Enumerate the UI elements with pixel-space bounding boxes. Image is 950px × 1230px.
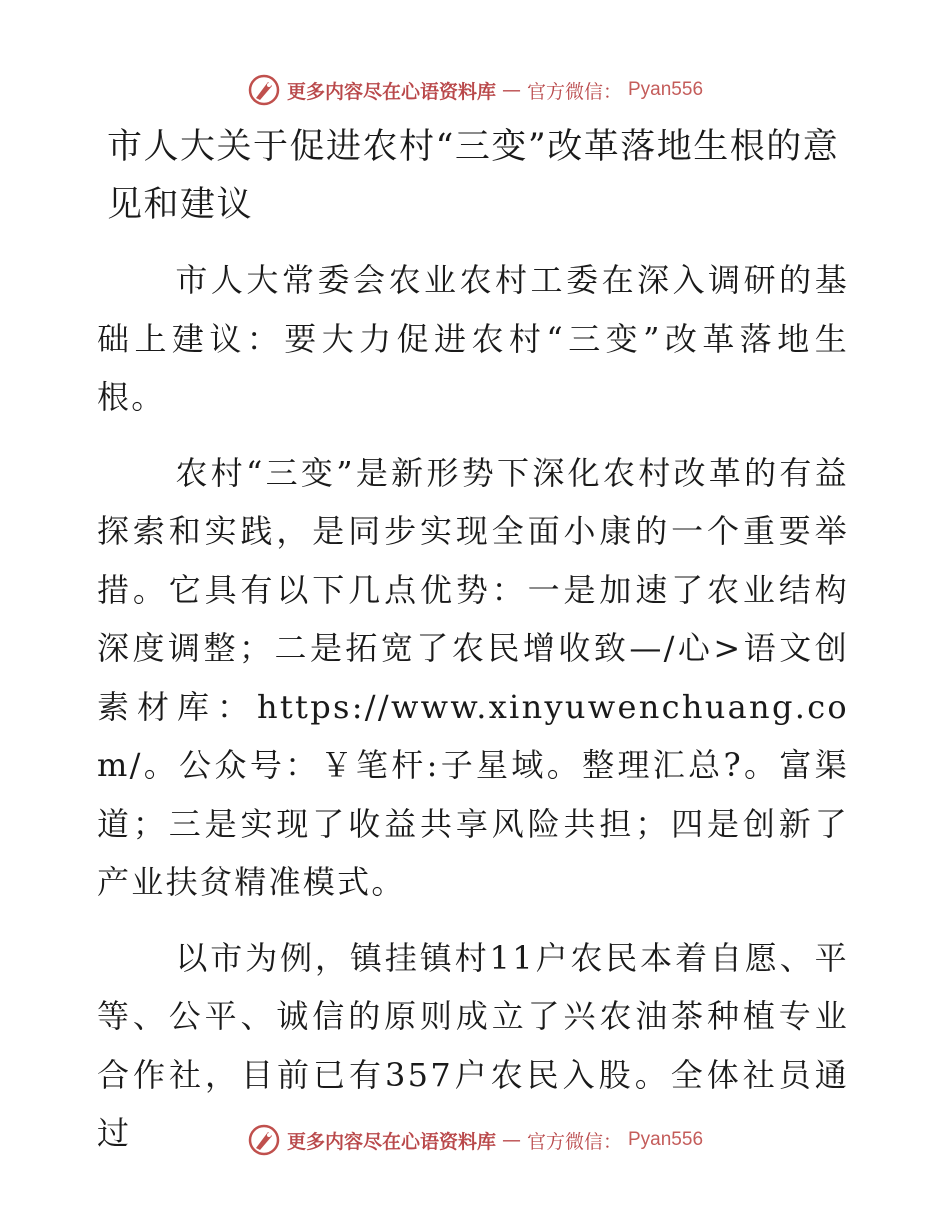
watermark-wechat-label: 官方微信： xyxy=(526,1130,622,1153)
pen-logo-icon xyxy=(247,73,281,107)
paragraph-2: 农村“三变”是新形势下深化农村改革的有益探索和实践，是同步实现全面小康的一个重要举措。它具有以下几点优势：一是加速了农业结构深度调整；二是拓宽了农民增收致—/心>语文创素材库：https://www.xinyuwenchuang.com/。公众号：￥笔杆:子星域。整理汇总?。富渠道；三是实现了收益共享风险共担；四是创新了产业扶贫精准模式。 xyxy=(97,453,849,901)
watermark-dash: — xyxy=(501,1129,521,1151)
paragraph-3: 以市为例，镇挂镇村11户农民本着自愿、平等、公平、诚信的原则成立了兴农油茶种植专业合作社，目前已有357户农民入股。全体社员通过 xyxy=(97,938,849,1152)
watermark-main-text: 更多内容尽在心语资料库 xyxy=(286,80,496,103)
header-watermark xyxy=(0,70,950,110)
watermark-main-text: 更多内容尽在心语资料库 xyxy=(286,1130,496,1153)
document-title: 市人大关于促进农村“三变”改革落地生根的意见和建议 xyxy=(107,127,840,225)
watermark-dash: — xyxy=(501,79,521,101)
paragraph-1: 市人大常委会农业农村工委在深入调研的基础上建议：要大力促进农村“三变”改革落地生根。 xyxy=(97,261,849,416)
watermark-wechat-id: Pyan556 xyxy=(628,1129,704,1150)
document-body xyxy=(97,118,849,1180)
watermark-wechat-id: Pyan556 xyxy=(628,79,704,100)
footer-watermark xyxy=(0,1120,950,1160)
pen-logo-icon xyxy=(247,1123,281,1157)
watermark-wechat-label: 官方微信： xyxy=(526,80,622,103)
